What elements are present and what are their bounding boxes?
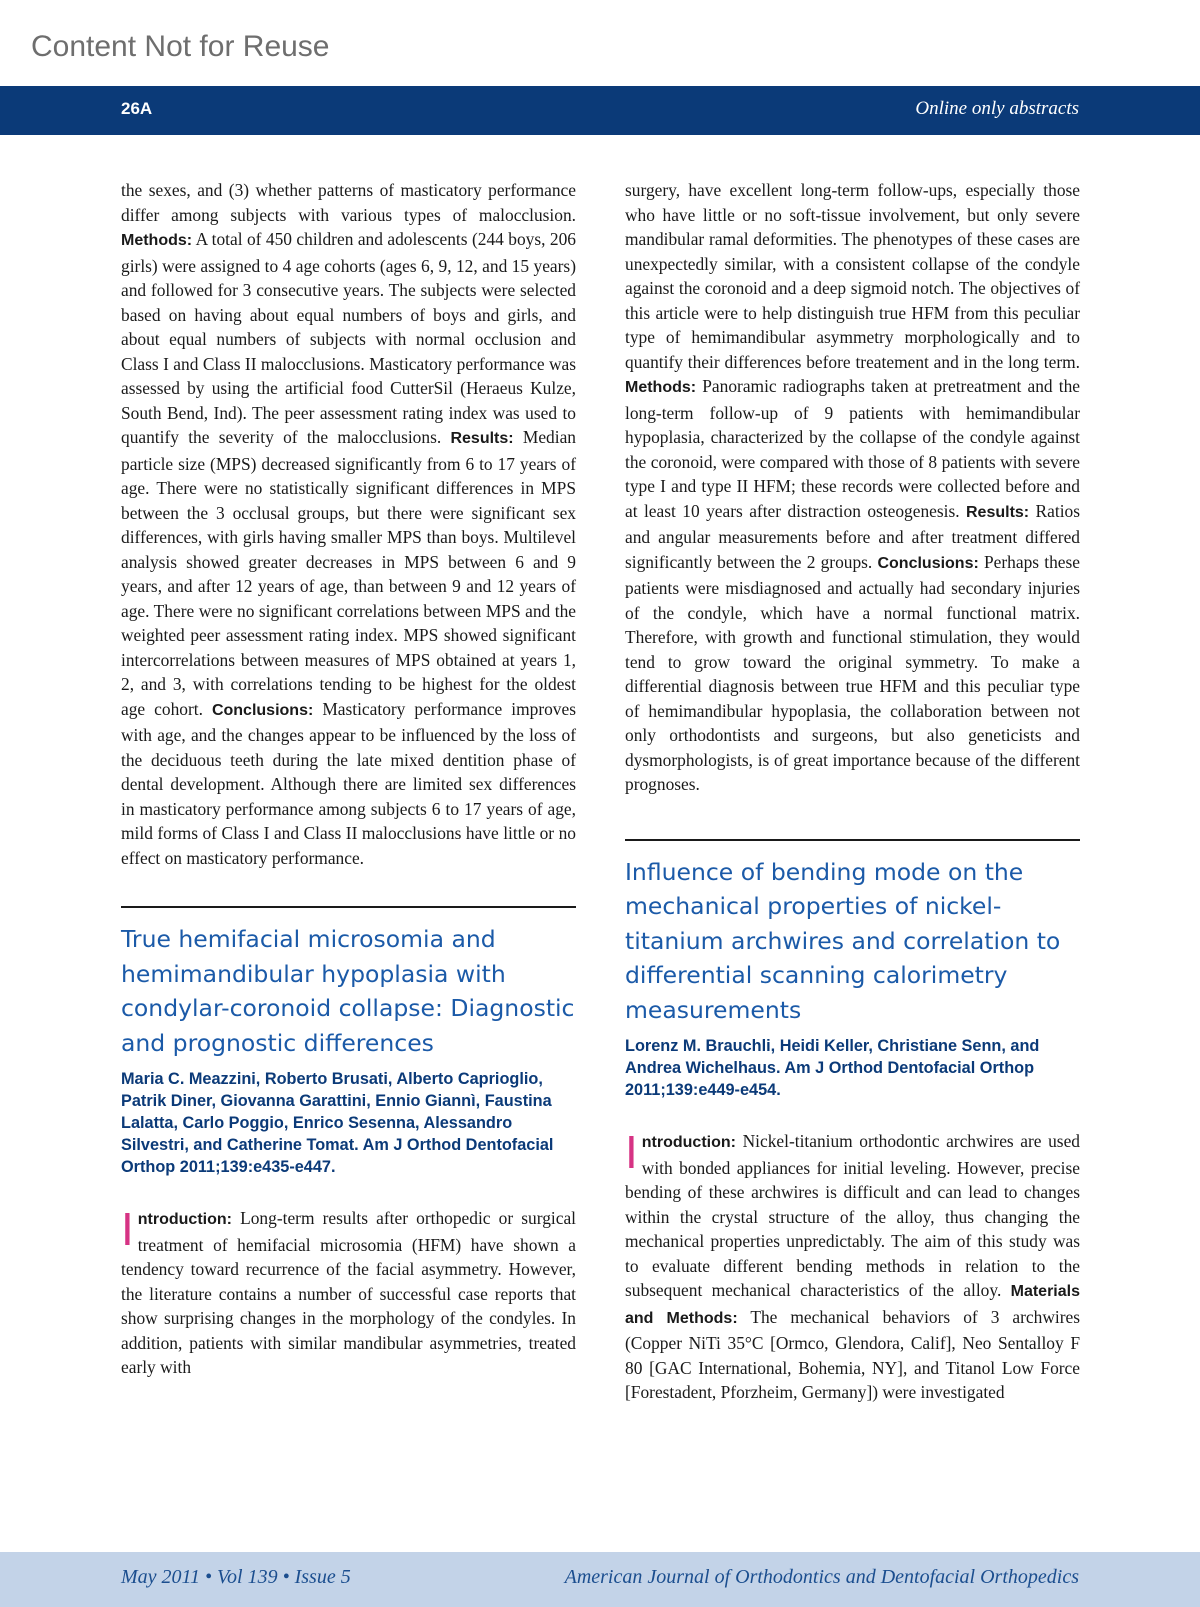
continued-abstract: the sexes, and (3) whether patterns of masticatory performance differ among subjects with various types of malocclusion. Methods: A total of 450 children and adolescents (244 boys, 206 girls) were assigned to 4 age cohorts (ages 6, 9, 12, and 15 years) and followed for 3 consecutive years. The subjects were selected based on having about equal numbers of boys and girls, and about equal numbers of subjects with normal occlusion and Class I and Class II malocclusions. Masticatory performance was assessed by using the artificial food CutterSil (Heraeus Kulze, South Bend, Ind). The peer assessment rating index was used to quantify the severity of the malocclusions. Results: Median particle size (MPS) decreased significantly from 6 to 17 years of age. There were no statistically significant differences in MPS between the 3 occlusal groups, but there were significant sex differences, with girls having smaller MPS than boys. Multilevel analysis showed greater decreases in MPS between 6 and 9 years, and after 12 years of age, than between 9 and 12 years of age. There were no significant correlations between MPS and the weighted peer assessment rating index. MPS showed significant intercorrelations between measures of MPS obtained at years 1, 2, and 3, with correlations tending to be highest for the oldest age cohort. Conclusions: Masticatory performance improves with age, and the changes appear to be influenced by the loss of the deciduous teeth during the late mixed dentition phase of dental development. Although there are limited sex differences in masticatory performance among subjects 6 to 17 years of age, mild forms of Class I and Class II malocclusions have little or no effect on masticatory performance.: [121, 180, 576, 868]
results-label: Results:: [966, 503, 1030, 521]
section-divider: [625, 839, 1080, 841]
introduction-label: ntroduction:: [641, 1134, 736, 1151]
issue-info: May 2011 • Vol 139 • Issue 5: [121, 1566, 351, 1588]
conclusions-label: Conclusions:: [877, 554, 979, 572]
methods-label: Materials and Methods:: [625, 1283, 1080, 1327]
left-column: [121, 178, 576, 1380]
continued-abstract: surgery, have excellent long-term follow-ups, especially those who have little or no soft-tissue involvement, but only severe mandibular ramal deformities. The phenotypes of these cases are unexpectedly similar, with a consistent collapse of the condyle against the coronoid and a deep sigmoid notch. The objectives of this article were to help distinguish true HFM from this peculiar type of hemimandibular asymmetry morphologically and to quantify their differences before treatement and in the long term. Methods: Panoramic radiographs taken at pretreatment and the long-term follow-up of 9 patients with hemimandibular hypoplasia, characterized by the collapse of the condyle against the coronoid, were compared with those of 8 patients with severe type I and type II HFM; these records were collected before and at least 10 years after distraction osteogenesis. Results: Ratios and angular measurements before and after treatment differed significantly between the 2 groups. Conclusions: Perhaps these patients were misdiagnosed and actually had secondary injuries of the condyle, which have a normal functional matrix. Therefore, with growth and functional stimulation, they would tend to grow toward the original symmetry. To make a differential diagnosis between true HFM and this peculiar type of hemimandibular hypoplasia, the collaboration between not only orthodontists and surgeons, but also geneticists and dysmorphologists, is of great importance because of the different prognoses.: [625, 180, 1080, 794]
article-authors: Maria C. Meazzini, Roberto Brusati, Alberto Caprioglio, Patrik Diner, Giovanna Garattini, Ennio Giannì, Faustina Lalatta, Carlo Poggio, Enrico Sesenna, Alessandro Silvestri, and Catherine Tomat. Am J Orthod Dentofacial Orthop 2011;139:e435-e447.: [121, 1070, 554, 1176]
journal-name: American Journal of Orthodontics and Dentofacial Orthopedics: [564, 1566, 1079, 1588]
methods-label: Methods:: [121, 232, 193, 249]
watermark: Content Not for Reuse: [31, 30, 330, 63]
footer-bar: [0, 1552, 1200, 1607]
section-divider: [121, 906, 576, 908]
article-title: True hemifacial microsomia and hemimandibular hypoplasia with condylar-coronoid collapse: Diagnostic and prognostic differences: [121, 925, 575, 1057]
header-bar: [0, 86, 1200, 135]
methods-label: Methods:: [625, 379, 697, 396]
drop-cap: I: [625, 1126, 638, 1178]
section-label: Online only abstracts: [915, 98, 1079, 119]
introduction-label: ntroduction:: [137, 1211, 232, 1228]
conclusions-label: Conclusions:: [211, 701, 314, 719]
article-authors: Lorenz M. Brauchli, Heidi Keller, Christiane Senn, and Andrea Wichelhaus. Am J Orthod Dentofacial Orthop 2011;139:e449-e454.: [625, 1037, 1040, 1099]
right-column: [625, 178, 1080, 1405]
article-introduction: Introduction: Long-term results after orthopedic or surgical treatment of hemifacial microsomia (HFM) have shown a tendency toward recurrence of the facial asymmetry. However, the literature contains a number of successful case reports that show surprising changes in the morphology of the condyles. In addition, patients with similar mandibular asymmetries, treated early with: [121, 1203, 576, 1377]
results-label: Results:: [450, 430, 514, 447]
article-introduction: Introduction: Nickel-titanium orthodontic archwires are used with bonded appliances for initial leveling. However, precise bending of these archwires is difficult and can lead to changes within the crystal structure of the alloy, thus changing the mechanical properties unpredictably. The aim of this study was to evaluate different bending methods in relation to the subsequent mechanical characteristics of the alloy. Materials and Methods: The mechanical behaviors of 3 archwires (Copper NiTi 35°C [Ormco, Glendora, Calif], Neo Sentalloy F 80 [GAC International, Bohemia, NY], and Titanol Low Force [Forestadent, Pforzheim, Germany]) were investigated: [625, 1126, 1080, 1402]
article-title: Influence of bending mode on the mechanical properties of nickel-titanium archwires and correlation to differential scanning calorimetry measurements: [625, 857, 1061, 1024]
page-number: 26A: [121, 99, 153, 118]
drop-cap: I: [121, 1203, 134, 1255]
